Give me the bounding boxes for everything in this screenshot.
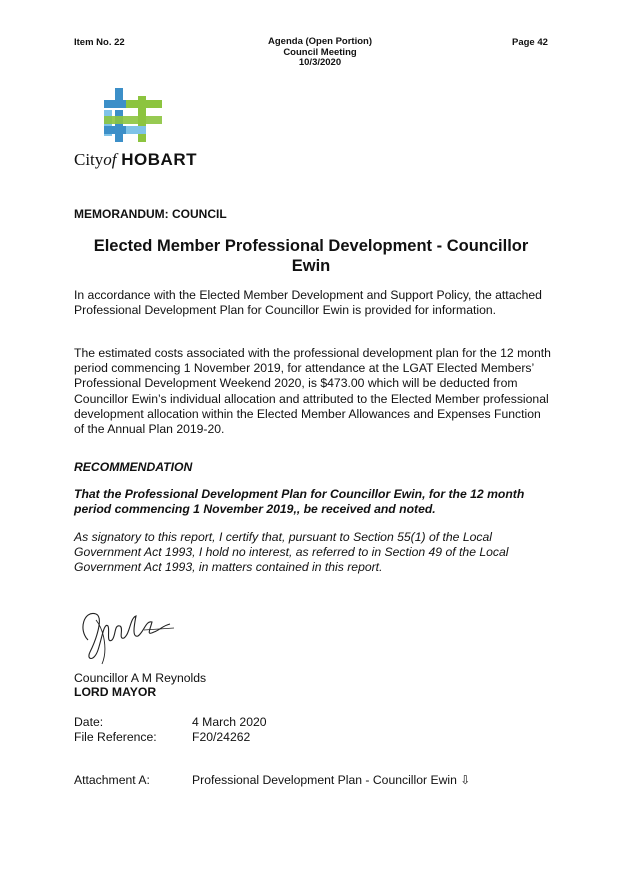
page-number: Page 42 bbox=[512, 37, 548, 48]
logo-city: City bbox=[74, 150, 104, 169]
agenda-line-2: Council Meeting bbox=[283, 46, 357, 58]
page-title: Elected Member Professional Development - Councillor Ewin bbox=[93, 237, 529, 275]
signature-icon bbox=[74, 600, 184, 670]
agenda-line-1: Agenda (Open Portion) bbox=[268, 36, 372, 47]
recommendation-text: That the Professional Development Plan for Councillor Ewin, for the 12 month period commencing 1 November 2019,, be received and noted. bbox=[74, 487, 525, 517]
date-label: Date: bbox=[74, 715, 104, 729]
costs-paragraph: The estimated costs associated with the professional development plan for the 12 month period commencing 1 November 2019, for attendance at the LGAT Elected Members’ Professional Development Weekend 2020, is $473.00 which will be deducted from Councillor Ewin’s individual allocation and attributed to the Elected Member professional development allocation within the Elected Member Allowances and Expenses Function of the Annual Plan 2019-20. bbox=[74, 346, 551, 437]
attachment-link[interactable]: Professional Development Plan - Councillor Ewin ⇩ bbox=[192, 773, 471, 787]
logo-of: of bbox=[103, 150, 117, 169]
intro-paragraph: In accordance with the Elected Member Development and Support Policy, the attached Professional Development Plan for Councillor Ewin is provided for information. bbox=[74, 288, 542, 318]
logo-wordmark bbox=[74, 150, 197, 170]
signatory-role: LORD MAYOR bbox=[74, 685, 157, 699]
file-reference-value: F20/24262 bbox=[192, 730, 251, 744]
recommendation-heading: RECOMMENDATION bbox=[74, 460, 193, 474]
certification-text: As signatory to this report, I certify that, pursuant to Section 55(1) of the Local Government Act 1993, I hold no interest, as referred to in Section 49 of the Local Government Act 1993, in matters contained in this report. bbox=[74, 530, 509, 575]
memo-label: MEMORANDUM: COUNCIL bbox=[74, 207, 227, 221]
date-value: 4 March 2020 bbox=[192, 715, 267, 729]
attachment-label: Attachment A: bbox=[74, 773, 150, 787]
logo-hobart: HOBART bbox=[121, 150, 197, 169]
file-reference-label: File Reference: bbox=[74, 730, 157, 744]
agenda-line-3: 10/3/2020 bbox=[298, 57, 342, 68]
item-number: Item No. 22 bbox=[74, 37, 125, 48]
signatory-name: Councillor A M Reynolds bbox=[74, 671, 207, 685]
agenda-header bbox=[230, 37, 410, 69]
